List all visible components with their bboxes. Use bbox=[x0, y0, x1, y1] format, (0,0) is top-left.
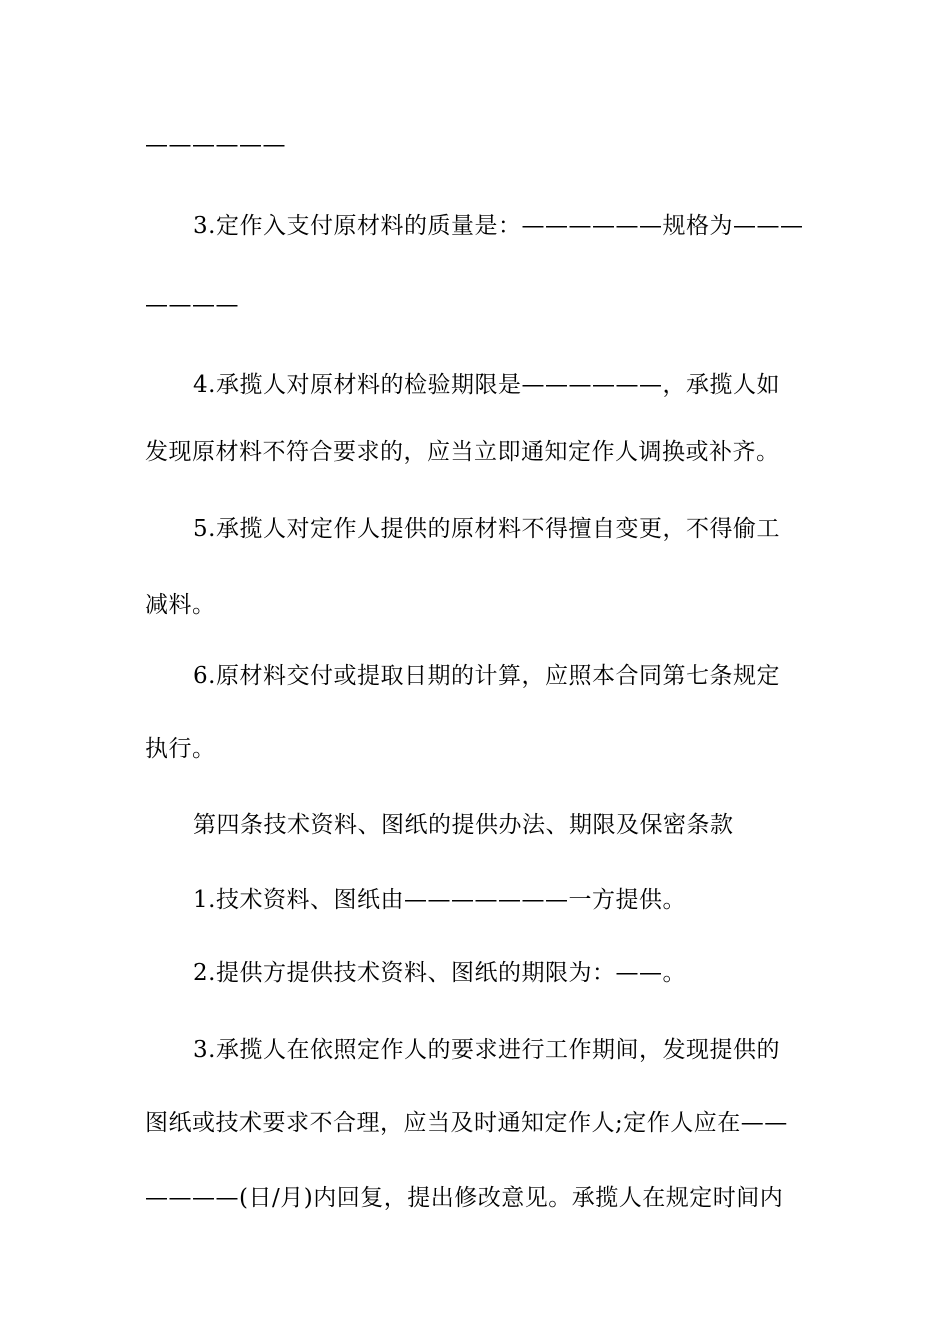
clause-5-no-alteration: 5.承揽人对定作人提供的原材料不得擅自变更，不得偷工 bbox=[193, 516, 780, 542]
clause-5-continued: 减料。 bbox=[145, 592, 216, 618]
clause-6-delivery-date: 6.原材料交付或提取日期的计算，应照本合同第七条规定 bbox=[193, 663, 780, 689]
clause-4-inspection-period: 4.承揽人对原材料的检验期限是——————，承揽人如 bbox=[193, 372, 780, 398]
text-line-dashes: —————— bbox=[145, 132, 286, 158]
article-4-item-2: 2.提供方提供技术资料、图纸的期限为：——。 bbox=[193, 960, 686, 986]
clause-4-continued: 发现原材料不符合要求的，应当立即通知定作人调换或补齐。 bbox=[145, 439, 780, 465]
article-4-item-3-continued-2: ————(日/月)内回复，提出修改意见。承揽人在规定时间内 bbox=[145, 1185, 784, 1211]
article-4-item-3-continued: 图纸或技术要求不合理，应当及时通知定作人;定作人应在—— bbox=[145, 1110, 788, 1136]
text-line-dashes-cont: ———— bbox=[145, 292, 239, 318]
article-4-heading: 第四条技术资料、图纸的提供办法、期限及保密条款 bbox=[193, 812, 734, 838]
clause-3-material-quality: 3.定作入支付原材料的质量是：——————规格为——— bbox=[193, 213, 804, 239]
article-4-item-3: 3.承揽人在依照定作人的要求进行工作期间，发现提供的 bbox=[193, 1037, 780, 1063]
clause-6-continued: 执行。 bbox=[145, 736, 216, 762]
article-4-item-1: 1.技术资料、图纸由———————一方提供。 bbox=[193, 887, 686, 913]
